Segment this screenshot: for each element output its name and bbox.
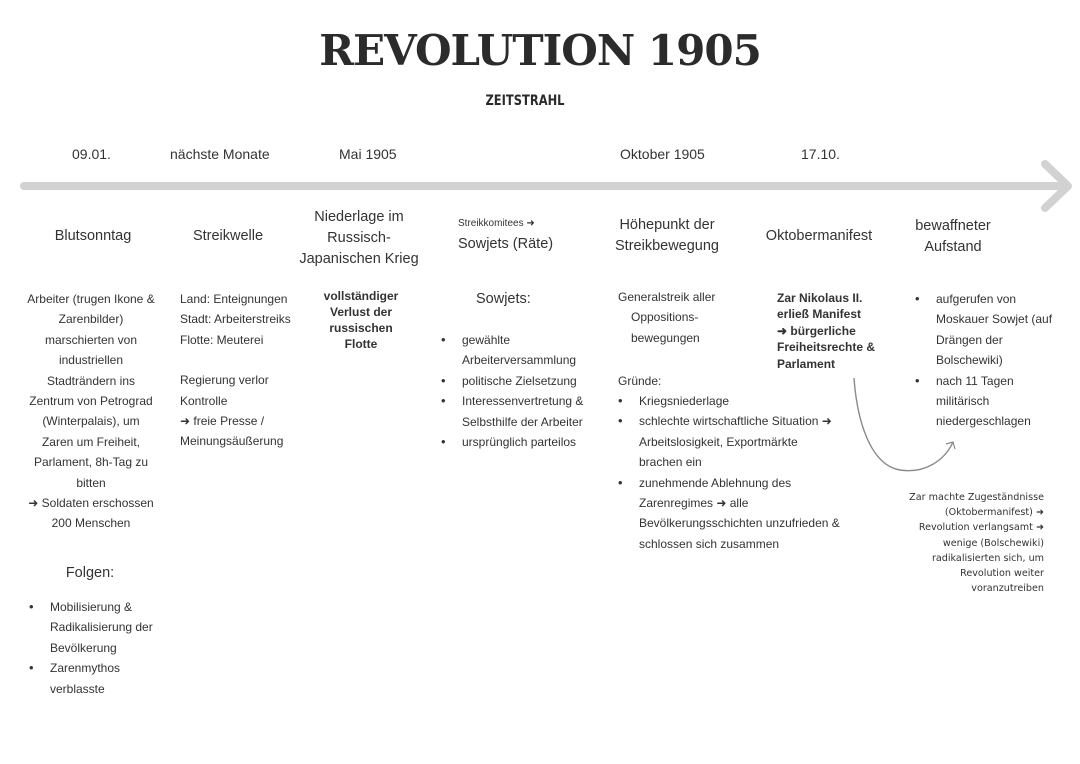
folgen-heading: Folgen: — [65, 565, 115, 581]
text-line: Freiheitsrechte & — [777, 340, 876, 355]
list-item: • schlechte wirtschaftliche Situation ➜ Arbeitslosigkeit, Exportmärkte brachen ein — [617, 411, 841, 472]
text-line: Zar Nikolaus II. — [777, 291, 863, 305]
gruende-list — [617, 391, 841, 554]
text-line: ➜ freie Presse / — [180, 414, 265, 429]
text-line: Russisch- — [327, 230, 391, 246]
text-line: Arbeiter (trugen Ikone & — [27, 292, 155, 306]
text-line: (Winterpalais), um — [42, 414, 140, 429]
event-heading-sowjets: Sowjets (Räte) — [458, 236, 554, 252]
text-line: Stadträndern ins — [46, 373, 136, 388]
event-description-streikwelle — [180, 289, 310, 452]
text-line: Parlament — [777, 356, 836, 371]
text-line: Revolution verlangsamt ➜ — [918, 522, 1044, 534]
event-heading-streikwelle: Streikwelle — [192, 228, 264, 244]
text-line: Niederlage im — [314, 209, 404, 225]
text-line: Parlament, 8h-Tag zu — [33, 455, 149, 470]
text-line: Flotte: Meuterei — [180, 332, 264, 347]
text-line: Meinungsäußerung — [180, 434, 284, 449]
text-line: russischen — [329, 321, 393, 335]
text-line: ➜ Soldaten erschossen — [28, 496, 154, 511]
event-subheading-streikkomitees: Streikkomitees ➜ — [458, 218, 535, 229]
text-line: 200 Menschen — [51, 516, 131, 531]
text-line: Zar machte Zugeständnisse — [909, 492, 1044, 503]
event-description-generalstreik — [618, 287, 748, 348]
date-label: nächste Monate — [170, 146, 270, 162]
page-subtitle: ZEITSTRAHL — [485, 93, 565, 109]
page-title: REVOLUTION 1905 — [319, 26, 761, 75]
text-line: Zarenbilder) — [58, 312, 124, 327]
list-item: • politische Zielsetzung — [440, 371, 596, 391]
text-line: vollständiger — [323, 289, 399, 303]
text-line: radikalisierten sich, um — [931, 552, 1044, 564]
list-item: • Kriegsniederlage — [617, 391, 841, 411]
text-line: Flotte — [344, 337, 378, 351]
text-line: voranzutreiben — [971, 583, 1044, 595]
text-line: marschierten von — [44, 332, 138, 347]
text-line: Zaren um Freiheit, — [41, 434, 141, 449]
event-heading-blutsonntag: Blutsonntag — [54, 228, 132, 244]
event-heading-aufstand — [904, 216, 1002, 258]
text-line: industriellen — [58, 353, 124, 368]
text-line: Streikbewegung — [615, 238, 719, 254]
event-heading-hoehepunkt — [604, 215, 730, 257]
text-line: Revolution weiter — [960, 568, 1044, 580]
timeline-arrow — [0, 150, 1080, 220]
list-item: • Mobilisierung & Radikalisierung der Bevölkerung — [28, 597, 163, 658]
event-description-niederlage — [306, 288, 416, 352]
text-line: Zentrum von Petrograd — [29, 394, 153, 409]
text-line: Höhepunkt der — [619, 217, 715, 233]
aufstand-list — [914, 289, 1064, 432]
event-heading-niederlage — [294, 207, 424, 270]
handwritten-note — [880, 490, 1044, 596]
list-item: • Interessenvertretung & Selbsthilfe der Arbeiter — [440, 391, 596, 432]
text-line: Land: Enteignungen — [180, 292, 288, 306]
sowjets-list — [440, 330, 596, 452]
list-item: • ursprünglich parteilos — [440, 432, 596, 452]
list-item: • gewählte Arbeiterversammlung — [440, 330, 596, 371]
date-label: Mai 1905 — [339, 146, 397, 162]
text-line: Generalstreik aller — [618, 290, 716, 304]
text-line: Oppositions- — [631, 310, 699, 325]
date-label: 17.10. — [801, 146, 840, 162]
text-line: erließ Manifest — [777, 307, 862, 322]
list-item: • Zarenmythos verblasste — [28, 658, 163, 699]
text-line: Regierung verlor — [180, 373, 269, 388]
date-label: 09.01. — [72, 146, 111, 162]
text-line: bewaffneter — [915, 218, 991, 234]
event-description-blutsonntag — [18, 289, 164, 534]
list-item: • zunehmende Ablehnung des Zarenregimes ➜ alle Bevölkerungsschichten unzufrieden & schlossen sich zusammen — [617, 473, 841, 555]
text-line: bitten — [76, 475, 106, 490]
text-line: Aufstand — [924, 239, 982, 255]
text-line: Japanischen Krieg — [299, 251, 419, 267]
text-line: bewegungen — [631, 330, 700, 345]
sowjets-subheading: Sowjets: — [476, 291, 531, 307]
gruende-heading: Gründe: — [618, 374, 662, 388]
event-heading-oktobermanifest: Oktobermanifest — [765, 228, 873, 244]
list-item: • aufgerufen von Moskauer Sowjet (auf Drängen der Bolschewiki) — [914, 289, 1064, 371]
text-line: Stadt: Arbeiterstreiks — [180, 312, 291, 327]
list-item: • nach 11 Tagen militärisch niedergeschlagen — [914, 371, 1064, 432]
text-line: Kontrolle — [180, 393, 228, 408]
text-line: Verlust der — [329, 305, 393, 319]
folgen-list — [28, 597, 163, 699]
text-line: wenige (Bolschewiki) — [942, 537, 1044, 549]
text-line: (Oktobermanifest) ➜ — [944, 507, 1044, 519]
date-label: Oktober 1905 — [620, 146, 705, 162]
text-line: ➜ bürgerliche — [777, 323, 856, 338]
event-description-oktobermanifest — [777, 290, 887, 372]
